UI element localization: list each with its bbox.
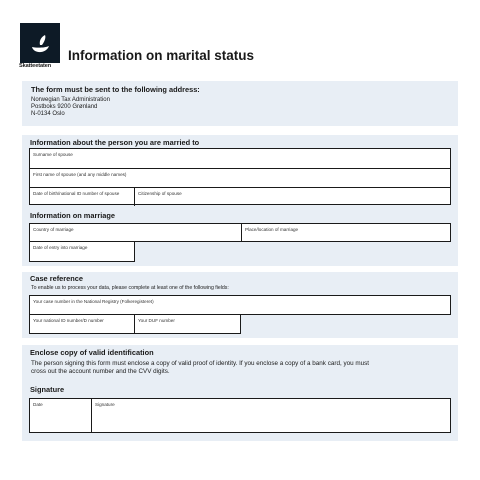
address-line: N-0134 Oslo (31, 111, 65, 117)
citizenship-label: Citizenship of spouse (138, 191, 182, 196)
national-id-label: Your national ID number/D number (33, 318, 104, 323)
surname-field[interactable] (30, 149, 450, 168)
marriage-date-label: Date of entry into marriage (33, 245, 88, 250)
address-heading: The form must be sent to the following address: (31, 85, 200, 94)
marriage-place-fields (29, 223, 451, 242)
signature-date-field[interactable] (30, 399, 91, 432)
country-label: Country of marriage (33, 227, 74, 232)
case-reference-instruction: To enable us to process your data, please complete at least one of the following fields: (31, 285, 229, 291)
dob-field[interactable] (30, 188, 134, 206)
page-title: Information on marital status (68, 48, 255, 63)
spouse-heading: Information about the person you are married to (30, 138, 200, 147)
country-field[interactable] (30, 224, 241, 241)
duf-field[interactable] (134, 315, 240, 333)
case-reference-panel (22, 272, 458, 338)
spouse-fields (29, 148, 451, 205)
case-reference-heading: Case reference (30, 274, 84, 283)
dob-citizenship-row (30, 187, 450, 206)
citizenship-field[interactable] (134, 188, 450, 206)
signature-heading: Signature (30, 385, 65, 394)
identification-text (31, 360, 391, 376)
address-panel (22, 81, 458, 126)
case-number-label: Your case number in the National Registry (Folkeregisteret) (33, 299, 154, 304)
identification-text-line: cross out the account number and the CVV digits. (31, 368, 170, 376)
signature-field[interactable] (91, 399, 450, 432)
marriage-heading: Information on marriage (30, 211, 116, 220)
signature-date-label: Date (33, 402, 43, 407)
spouse-marriage-panel (22, 135, 458, 266)
logo (20, 23, 60, 69)
identification-signature-panel (22, 345, 458, 441)
id-duf-row (29, 315, 241, 334)
identification-text-line: The person signing this form must enclose a copy of valid proof of identity. If you enclose a copy of a bank card, you must (31, 360, 369, 367)
place-label: Place/location of marriage (245, 227, 299, 232)
logo-text: Skatteetaten (19, 63, 52, 69)
first-name-field[interactable] (30, 168, 450, 187)
dob-label: Date of birth/national ID number of spouse (33, 191, 120, 196)
first-name-label: First name of spouse (and any middle names) (33, 172, 127, 177)
national-id-field[interactable] (30, 315, 134, 333)
address-line: Norwegian Tax Administration (31, 97, 110, 103)
surname-label: Surname of spouse (33, 152, 73, 157)
place-field[interactable] (241, 224, 450, 241)
duf-label: Your DUF number (138, 318, 175, 323)
case-number-field[interactable] (29, 295, 451, 315)
signature-fields (29, 398, 451, 433)
marriage-date-field[interactable] (29, 242, 135, 262)
skatteetaten-logo-icon (20, 23, 60, 63)
signature-label: Signature (95, 402, 115, 407)
identification-heading: Enclose copy of valid identification (30, 348, 154, 357)
address-line: Postboks 9200 Grønland (31, 104, 98, 110)
